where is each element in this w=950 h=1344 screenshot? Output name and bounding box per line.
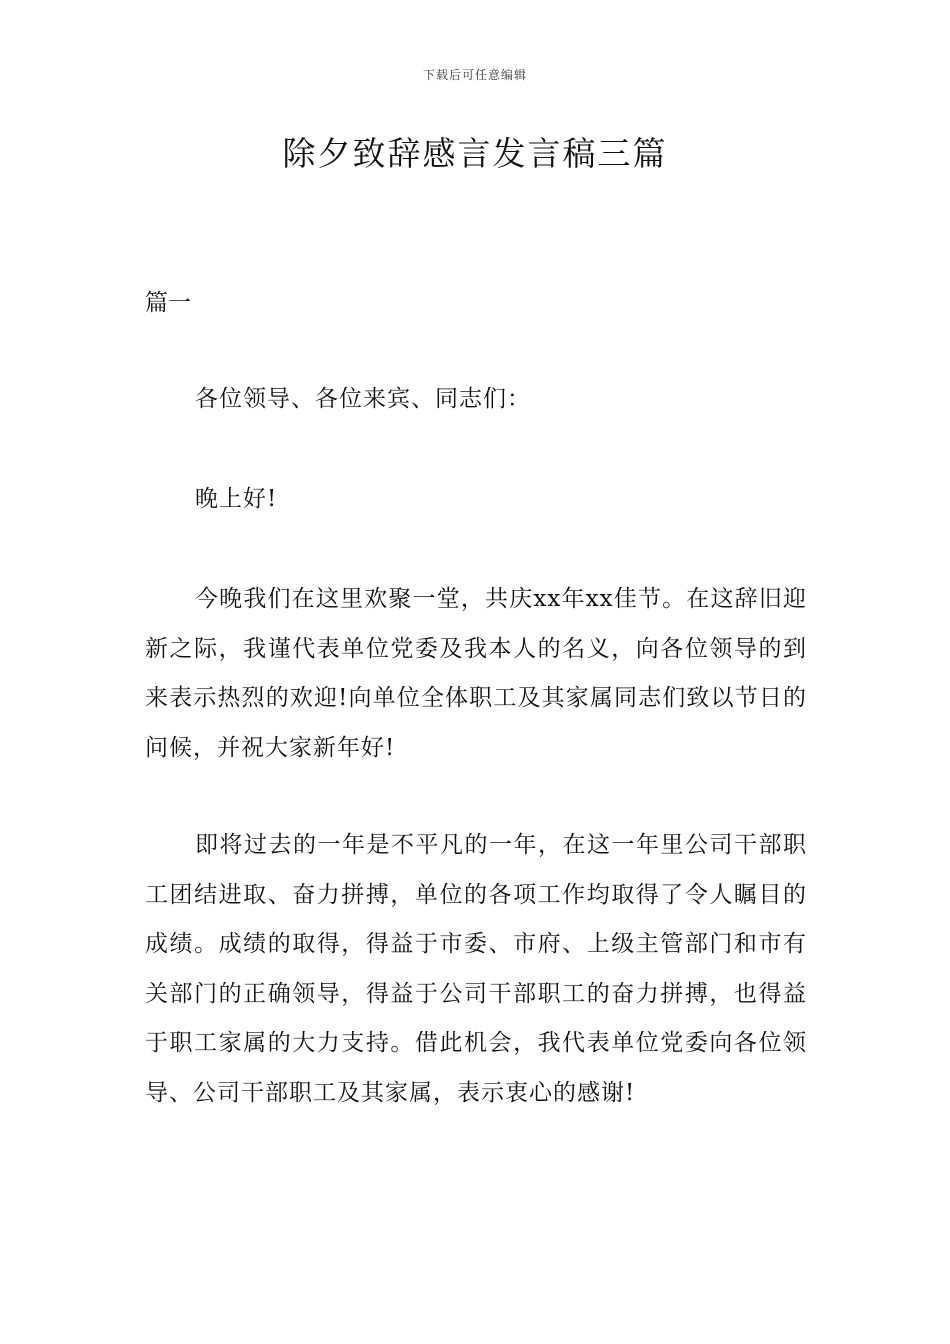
section-heading: 篇一 bbox=[145, 290, 191, 316]
header-note: 下载后可任意编辑 bbox=[422, 68, 527, 82]
paragraph-greeting: 晚上好! bbox=[195, 486, 278, 512]
paragraph-salutation: 各位领导、各位来宾、同志们： bbox=[195, 386, 531, 412]
paragraph-review: 即将过去的一年是不平凡的一年，在这一年里公司干部职工团结进取、奋力拼搏，单位的各项工作均取得了令人瞩目的成绩。成绩的取得，得益于市委、市府、上级主管部门和市有关部门的正确领导，得益于公司干部职工的奋力拼搏，也得益于职工家属的大力支持。借此机会，我代表单位党委向各位领导、公司干部职工及其家属，表示衷心的感谢! bbox=[145, 832, 807, 1106]
paragraph-welcome: 今晚我们在这里欢聚一堂，共庆xx年xx佳节。在这辞旧迎新之际，我谨代表单位党委及我本人的名义，向各位领导的到来表示热烈的欢迎!向单位全体职工及其家属同志们致以节日的问候，并祝大家新年好! bbox=[145, 586, 807, 761]
page-title: 除夕致辞感言发言稿三篇 bbox=[282, 134, 668, 173]
